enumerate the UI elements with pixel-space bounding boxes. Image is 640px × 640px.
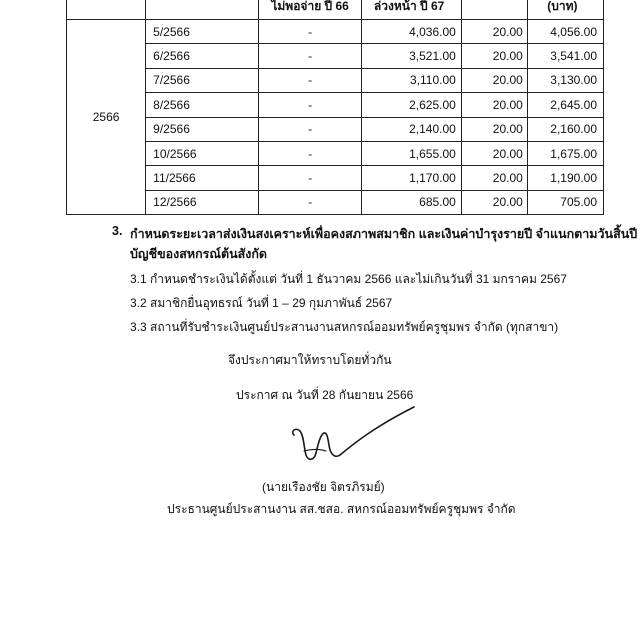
prev-year-cell: - <box>258 141 362 165</box>
table-row <box>67 190 604 214</box>
table-row <box>67 93 604 117</box>
section-title-line1: กำหนดระยะเวลาส่งเงินสงเคราะห์เพื่อคงสภาพสมาชิก และเงินค่าบำรุงรายปี จำแนกตามวันสิ้นปี <box>130 227 638 241</box>
fee-cell: 20.00 <box>461 141 527 165</box>
month-cell: 11/2566 <box>146 166 259 190</box>
signer-position: ประธานศูนย์ประสานงาน สส.ชสอ. สหกรณ์ออมทรัพย์ครูชุมพร จำกัด <box>167 502 516 516</box>
header-advance-cell: ล่วงหน้า ปี 67 <box>362 0 461 20</box>
fee-cell: 20.00 <box>461 93 527 117</box>
amount-cell: 3,110.00 <box>362 68 461 92</box>
amount-cell: 3,521.00 <box>362 44 461 68</box>
section-title-line2: บัญชีของสหกรณ์ต้นสังกัด <box>130 247 268 261</box>
prev-year-cell: - <box>258 117 362 141</box>
total-cell: 3,541.00 <box>527 44 603 68</box>
total-cell: 3,130.00 <box>527 68 603 92</box>
amount-cell: 2,625.00 <box>362 93 461 117</box>
section-number: 3. <box>112 224 123 238</box>
year-cell: 2566 <box>67 20 146 215</box>
header-prev-cell: ไม่พอจ่าย ปี 66 <box>258 0 362 20</box>
month-cell: 9/2566 <box>146 117 259 141</box>
prev-year-cell: - <box>258 20 362 44</box>
table-row <box>67 44 604 68</box>
fee-cell: 20.00 <box>461 166 527 190</box>
prev-year-cell: - <box>258 68 362 92</box>
section-item-3: 3.3 สถานที่รับชำระเงินศูนย์ประสานงานสหกรณ์ออมทรัพย์ครูชุมพร จำกัด (ทุกสาขา) <box>130 320 559 334</box>
signer-name: (นายเรืองชัย จิตรภิรมย์) <box>262 480 385 494</box>
section-item-2: 3.2 สมาชิกยื่นอุทธรณ์ วันที่ 1 – 29 กุมภาพันธ์ 2567 <box>130 296 393 310</box>
header-year-cell <box>67 0 146 20</box>
total-cell: 705.00 <box>527 190 603 214</box>
amount-cell: 1,655.00 <box>362 141 461 165</box>
table-header-row <box>67 0 604 20</box>
prev-year-cell: - <box>258 190 362 214</box>
amount-cell: 2,140.00 <box>362 117 461 141</box>
table-row <box>67 117 604 141</box>
announcement-text: จึงประกาศมาให้ทราบโดยทั่วกัน <box>228 353 392 367</box>
total-cell: 2,160.00 <box>527 117 603 141</box>
amount-cell: 685.00 <box>362 190 461 214</box>
announcement-date: ประกาศ ณ วันที่ 28 กันยายน 2566 <box>236 388 414 402</box>
fee-cell: 20.00 <box>461 117 527 141</box>
fee-schedule-table <box>66 0 604 215</box>
prev-year-cell: - <box>258 44 362 68</box>
month-cell: 12/2566 <box>146 190 259 214</box>
fee-cell: 20.00 <box>461 20 527 44</box>
month-cell: 8/2566 <box>146 93 259 117</box>
section-item-1: 3.1 กำหนดชำระเงินได้ตั้งแต่ วันที่ 1 ธันวาคม 2566 และไม่เกินวันที่ 31 มกราคม 2567 <box>130 272 567 286</box>
prev-year-cell: - <box>258 166 362 190</box>
month-cell: 7/2566 <box>146 68 259 92</box>
header-fee-cell <box>461 0 527 20</box>
prev-year-cell: - <box>258 93 362 117</box>
month-cell: 6/2566 <box>146 44 259 68</box>
table-row <box>67 68 604 92</box>
total-cell: 2,645.00 <box>527 93 603 117</box>
amount-cell: 4,036.00 <box>362 20 461 44</box>
table-row <box>67 166 604 190</box>
fee-cell: 20.00 <box>461 44 527 68</box>
fee-cell: 20.00 <box>461 190 527 214</box>
amount-cell: 1,170.00 <box>362 166 461 190</box>
total-cell: 1,190.00 <box>527 166 603 190</box>
total-cell: 4,056.00 <box>527 20 603 44</box>
total-cell: 1,675.00 <box>527 141 603 165</box>
fee-cell: 20.00 <box>461 68 527 92</box>
handwritten-signature <box>282 405 432 475</box>
table-row <box>67 141 604 165</box>
month-cell: 5/2566 <box>146 20 259 44</box>
month-cell: 10/2566 <box>146 141 259 165</box>
header-total-cell: (บาท) <box>527 0 603 20</box>
header-month-cell <box>146 0 259 20</box>
table-row <box>67 20 604 44</box>
